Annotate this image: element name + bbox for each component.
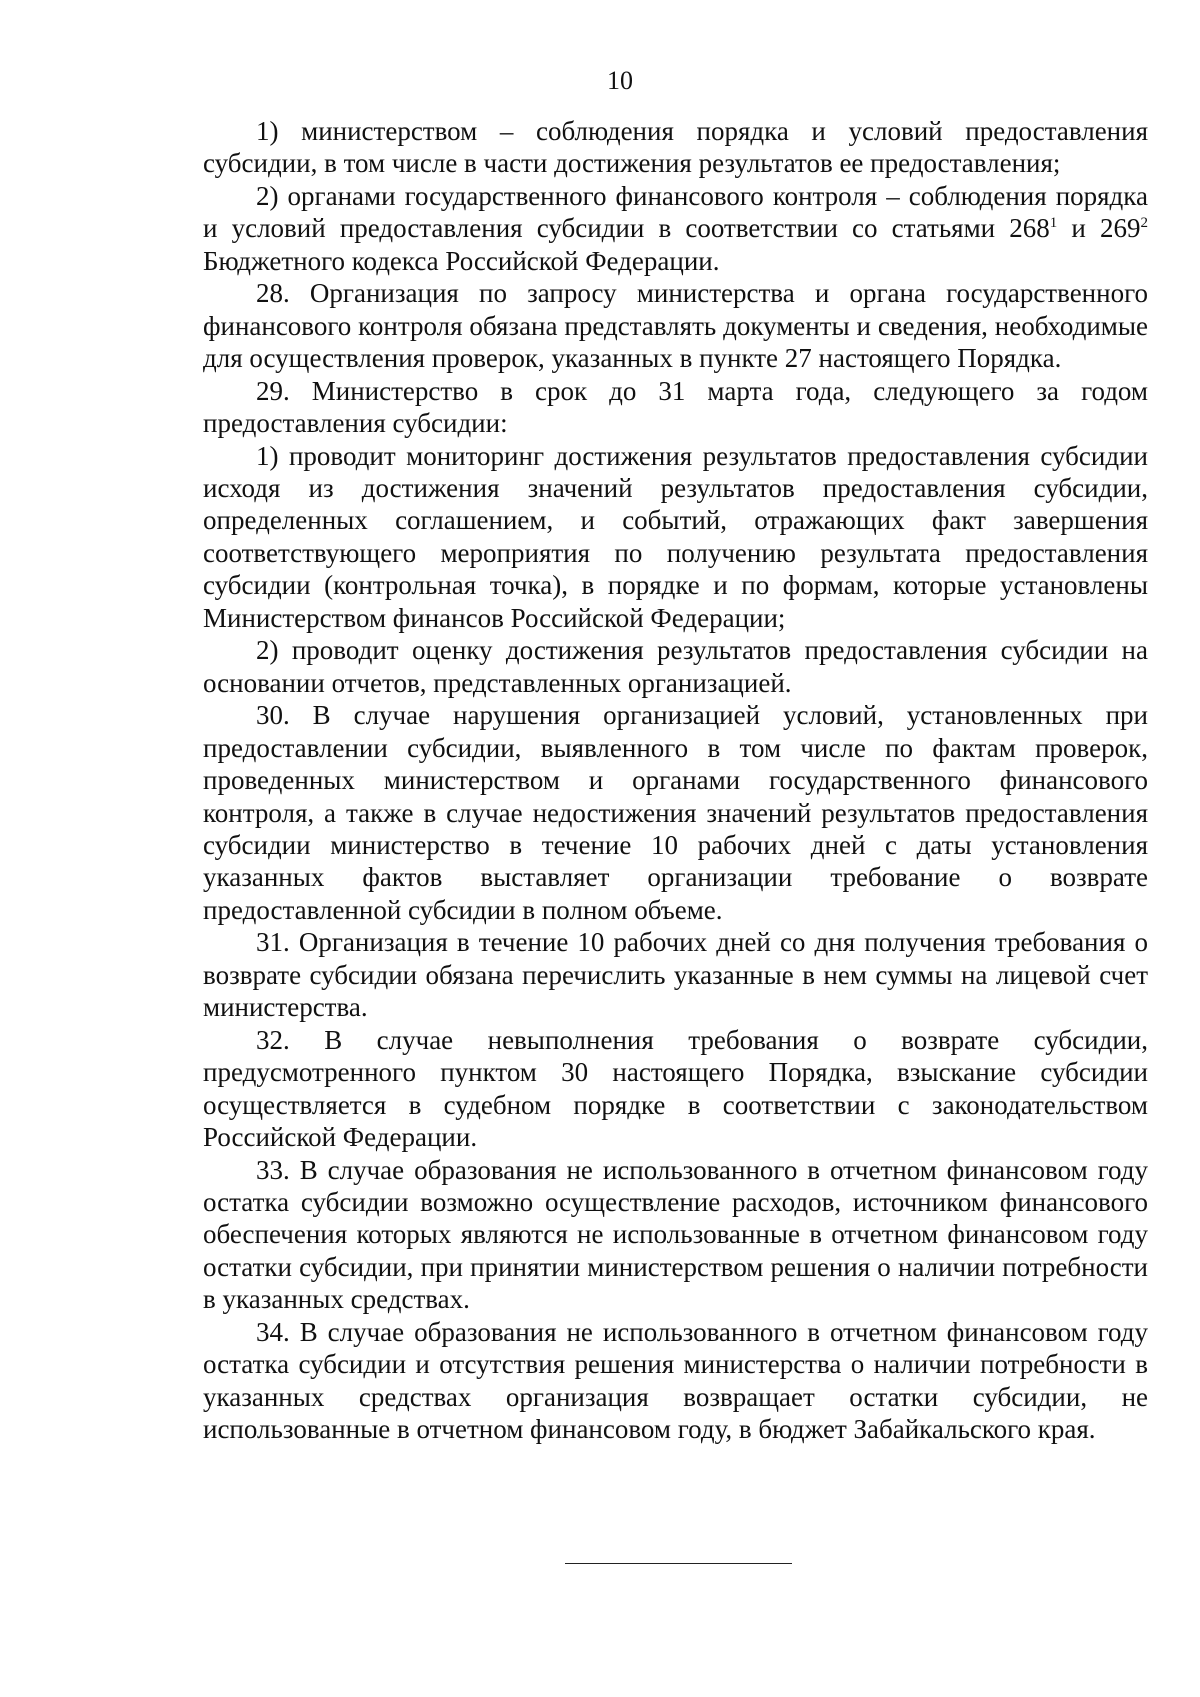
paragraph-27-1: 1) министерством – соблюдения порядка и условий предоставления субсидии, в том числе в части достижения результатов ее предоставления; — [203, 116, 1148, 179]
paragraph-31: 31. Организация в течение 10 рабочих дней со дня получения требования о возврате субсидии обязана перечислить указанные в нем суммы на лицевой счет министерства. — [203, 927, 1148, 1023]
paragraph-27-2-text-end: Бюджетного кодекса Российской Федерации. — [203, 245, 720, 276]
paragraph-29: 29. Министерство в срок до 31 марта года, следующего за годом предоставления субсидии: — [203, 375, 1148, 439]
paragraph-30: 30. В случае нарушения организацией условий, установленных при предоставлении субсидии, выявленного в том числе по фактам проверок, проведенных министерством и органами государственного финансового контроля, а также в случае недостижения значений результатов предоставления субсидии министерство в течение 10 рабочих дней с даты установления указанных фактов выставляет организации требование о возврате предоставленной субсидии в полном объеме. — [203, 700, 1148, 925]
paragraph-29-1: 1) проводит мониторинг достижения результатов предоставления субсидии исходя из достижения значений результатов предоставления субсидии, определенных соглашением, и событий, отражающих факт завершения соответствующего мероприятия по получению результата предоставления субсидии (контрольная точка), в порядке и по формам, которые установлены Министерством финансов Российской Федерации; — [203, 440, 1148, 633]
paragraph-33: 33. В случае образования не использованного в отчетном финансовом году остатка субсидии возможно осуществление расходов, источником финансового обеспечения которых являются не использованные в отчетном финансовом году остатки субсидии, при принятии министерством решения о наличии потребности в указанных средствах. — [203, 1154, 1148, 1315]
paragraph-27-2-text-start: 2) органами государственного финансового контроля – соблюдения порядка и условий предоставления субсидии в соответствии со статьями 268 — [203, 180, 1148, 244]
superscript-2: 2 — [1140, 215, 1148, 232]
end-of-document-rule — [565, 1563, 792, 1564]
superscript-1: 1 — [1049, 215, 1058, 232]
document-body — [203, 115, 1148, 1446]
paragraph-34: 34. В случае образования не использованного в отчетном финансовом году остатка субсидии и отсутствия решения министерства о наличии потребности в указанных средствах организация возвращает остатки субсидии, не использованные в отчетном финансовом году, в бюджет Забайкальского края. — [203, 1316, 1148, 1445]
paragraph-29-2: 2) проводит оценку достижения результатов предоставления субсидии на основании отчетов, представленных организацией. — [203, 635, 1148, 698]
paragraph-27-2-text-middle: и 269 — [1057, 213, 1141, 244]
page-number: 10 — [607, 66, 633, 95]
paragraph-28: 28. Организация по запросу министерства и органа государственного финансового контроля обязана представлять документы и сведения, необходимые для осуществления проверок, указанных в пункте 27 настоящего Порядка. — [203, 278, 1148, 374]
paragraph-32: 32. В случае невыполнения требования о возврате субсидии, предусмотренного пунктом 30 настоящего Порядка, взыскание субсидии осуществляется в судебном порядке в соответствии с законодательством Российской Федерации. — [203, 1024, 1148, 1153]
paragraph-27-2 — [203, 180, 1148, 277]
